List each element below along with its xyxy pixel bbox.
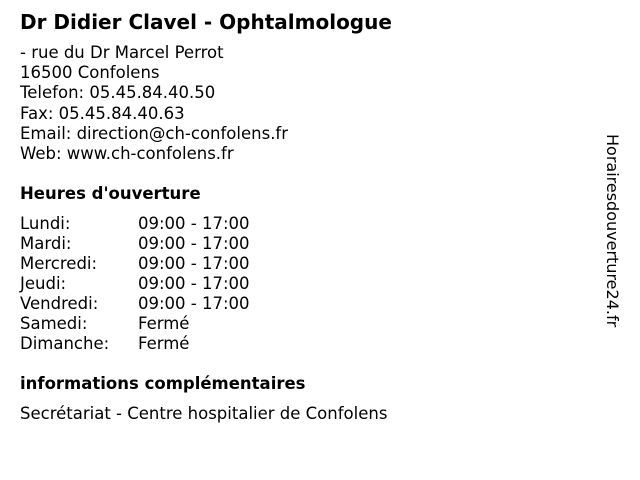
time-value: 09:00 - 17:00 bbox=[138, 294, 250, 313]
additional-info-heading: informations complémentaires bbox=[20, 374, 306, 393]
phone-number[interactable]: Telefon: 05.45.84.40.50 bbox=[20, 83, 216, 103]
site-watermark: Horairesdouverture24.fr bbox=[603, 134, 622, 328]
time-value: Fermé bbox=[138, 314, 190, 333]
day-label: Mercredi: bbox=[20, 254, 98, 273]
address-block bbox=[20, 43, 288, 164]
fax-number: Fax: 05.45.84.40.63 bbox=[20, 103, 185, 123]
additional-info-text: Secrétariat - Centre hospitalier de Confolens bbox=[20, 404, 388, 423]
city-line: 16500 Confolens bbox=[20, 63, 160, 83]
time-value: 09:00 - 17:00 bbox=[138, 234, 250, 253]
opening-hours-heading: Heures d'ouverture bbox=[20, 184, 201, 203]
email-address[interactable]: Email: direction@ch-confolens.fr bbox=[20, 123, 289, 143]
day-label: Samedi: bbox=[20, 314, 88, 333]
day-label: Lundi: bbox=[20, 214, 71, 233]
time-value: Fermé bbox=[138, 334, 190, 353]
time-value: 09:00 - 17:00 bbox=[138, 214, 250, 233]
website-link[interactable]: Web: www.ch-confolens.fr bbox=[20, 144, 234, 164]
day-label: Jeudi: bbox=[20, 274, 67, 293]
page-title: Dr Didier Clavel - Ophtalmologue bbox=[20, 10, 392, 34]
time-value: 09:00 - 17:00 bbox=[138, 274, 250, 293]
day-label: Mardi: bbox=[20, 234, 72, 253]
day-label: Vendredi: bbox=[20, 294, 99, 313]
street-address: - rue du Dr Marcel Perrot bbox=[20, 43, 224, 62]
day-label: Dimanche: bbox=[20, 334, 110, 353]
time-value: 09:00 - 17:00 bbox=[138, 254, 250, 273]
